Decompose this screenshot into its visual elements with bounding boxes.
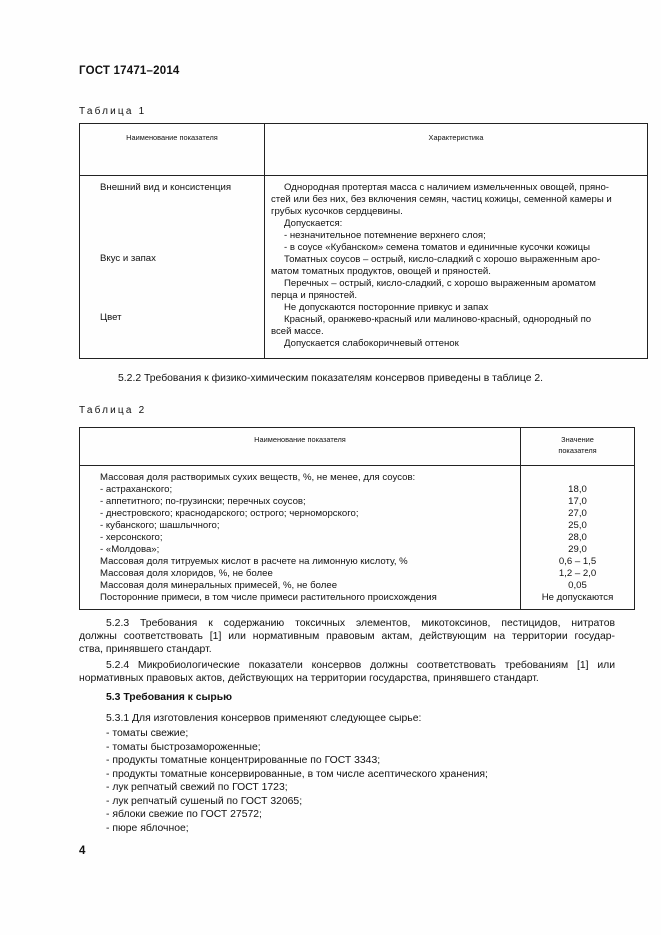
table2-row-name: - херсонского;	[80, 532, 521, 544]
table2-row-value: 1,2 – 2,0	[521, 568, 635, 580]
table1-line: Красный, оранжево-красный или малиново-красный, однородный по	[284, 314, 592, 325]
section-heading-5-3: 5.3 Требования к сырью	[106, 692, 233, 703]
table2-row-value: 0,6 – 1,5	[521, 556, 635, 568]
table2-row-name: Массовая доля растворимых сухих веществ, %, не менее, для соусов:	[80, 466, 521, 485]
table2-row-value: 27,0	[521, 508, 635, 520]
table2-header-value: Значение показателя	[521, 428, 635, 466]
list-item: - лук репчатый свежий по ГОСТ 1723;	[106, 782, 288, 793]
table2-caption: Таблица 2	[79, 405, 147, 416]
paragraph-5-3-1: 5.3.1 Для изготовления консервов применяют следующее сырье:	[106, 713, 422, 724]
table1-line: Однородная протертая масса с наличием измельченных овощей, пряно-	[284, 182, 609, 193]
table1-line: - незначительное потемнение верхнего слоя;	[284, 230, 486, 241]
table2-row-name: Массовая доля минеральных примесей, %, не более	[80, 580, 521, 592]
list-item: - лук репчатый сушеный по ГОСТ 32065;	[106, 795, 303, 807]
table2-row-value: 17,0	[521, 496, 635, 508]
table1-line: Не допускаются посторонние привкус и запах	[284, 302, 489, 313]
list-item: - продукты томатные концентрированные по ГОСТ 3343;	[106, 755, 381, 766]
table1	[79, 123, 648, 359]
table2-row-value: 29,0	[521, 544, 635, 556]
table2-row-value: 18,0	[521, 484, 635, 496]
table1-line: перца и пряностей.	[271, 290, 358, 301]
document-header: ГОСТ 17471–2014	[79, 65, 180, 77]
table2-row-name: - «Молдова»;	[80, 544, 521, 556]
table2-row-value	[521, 466, 635, 485]
list-item: - томаты быстрозамороженные;	[106, 741, 261, 753]
list-item: - пюре яблочное;	[106, 822, 189, 834]
table1-line: Томатных соусов – острый, кисло-сладкий с хорошо выраженным аро-	[284, 254, 601, 265]
paragraph-5-2-4: 5.2.4 Микробиологические показатели консервов должны соответствовать требованиям [1] или нормативных правовых актов, действующих на территории государства, принявшего стандарт.	[79, 660, 615, 684]
table2	[79, 427, 635, 610]
table2-row-name: - аппетитного; по-грузински; перечных соусов;	[80, 496, 521, 508]
paragraph-5-2-3: 5.2.3 Требования к содержанию токсичных элементов, микотоксинов, пестицидов, нитратов должны соответствовать [1] или нормативным правовым актам, действующим на территории государ- ства, принявшего стандарт.	[79, 618, 615, 655]
list-item: - яблоки свежие по ГОСТ 27572;	[106, 809, 262, 820]
table1-values-column	[265, 176, 648, 359]
table2-row-name: Посторонние примеси, в том числе примеси растительного происхождения	[80, 592, 521, 610]
table2-row-value: Не допускаются	[521, 592, 635, 610]
table1-line: - в соусе «Кубанском» семена томатов и единичные кусочки кожицы	[284, 242, 591, 253]
page-number: 4	[79, 845, 86, 857]
table1-row-name: Вкус и запах	[100, 253, 156, 264]
table2-row-value: 28,0	[521, 532, 635, 544]
paragraph-5-2-2: 5.2.2 Требования к физико-химическим показателям консервов приведены в таблице 2.	[118, 373, 544, 384]
list-item: - томаты свежие;	[106, 728, 189, 739]
table1-line: всей массе.	[271, 326, 324, 337]
table1-header-name: Наименование показателя	[80, 124, 265, 176]
table2-row-name: - кубанского; шашлычного;	[80, 520, 521, 532]
table2-row-name: Массовая доля хлоридов, %, не более	[80, 568, 521, 580]
table1-line: матом томатных продуктов, овощей и пряностей.	[271, 266, 491, 277]
table2-row-value: 25,0	[521, 520, 635, 532]
table1-line: Допускается слабокоричневый оттенок	[284, 338, 459, 349]
list-item: - продукты томатные консервированные, в том числе асептического хранения;	[106, 768, 488, 780]
table2-row-value: 0,05	[521, 580, 635, 592]
table1-caption: Таблица 1	[79, 106, 147, 117]
table2-row-name: - астраханского;	[80, 484, 521, 496]
raw-materials-list	[106, 727, 488, 835]
table2-row-name: - днестровского; краснодарского; острого; черноморского;	[80, 508, 521, 520]
table1-row-name: Цвет	[100, 312, 122, 323]
table1-row-name: Внешний вид и консистенция	[100, 182, 232, 193]
table1-header-characteristic: Характеристика	[265, 124, 648, 176]
table2-header-name: Наименование показателя	[80, 428, 521, 466]
table1-names-column	[80, 176, 265, 359]
table1-line: Допускается:	[284, 218, 343, 229]
table1-line: Перечных – острый, кисло-сладкий, с хорошо выраженным ароматом	[284, 278, 596, 289]
table1-line: стей или без них, без включения семян, частиц кожицы, семенной камеры и	[271, 194, 612, 205]
table2-row-name: Массовая доля титруемых кислот в расчете на лимонную кислоту, %	[80, 556, 521, 568]
table1-line: грубых кусочков сердцевины.	[271, 206, 403, 217]
